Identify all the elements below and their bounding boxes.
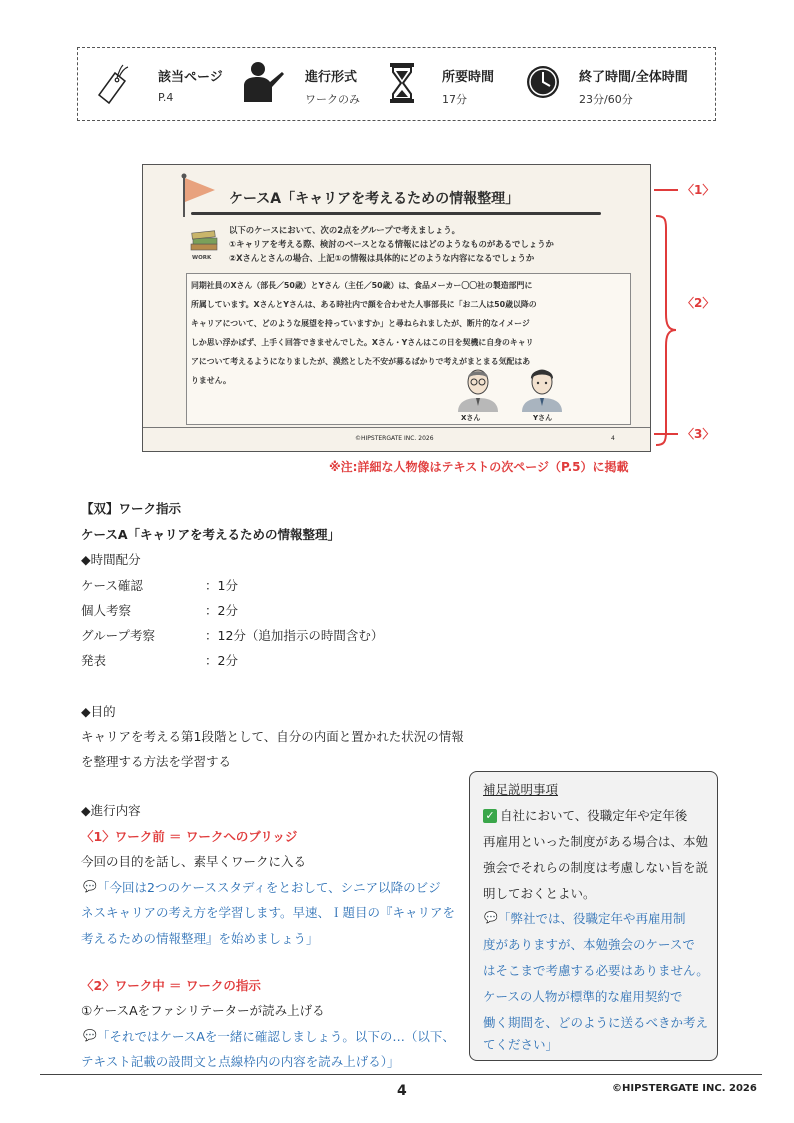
supplement-line: 明しておくとよい。 (483, 886, 596, 901)
progress-heading: ◆進行内容 (81, 803, 141, 818)
check-icon: ✓ (483, 809, 497, 823)
time-row-label: グループ考察 (81, 628, 156, 643)
speech-bubble-icon: 💬 (83, 1029, 97, 1042)
case-line: りません。 (191, 376, 231, 385)
presenter-icon (238, 60, 286, 104)
slide-copyright: ©HIPSTERGATE INC. 2026 (355, 435, 434, 442)
marker-2: 〈2〉 (682, 296, 715, 310)
supplement-quote-line: はそこまで考慮する必要はありません。 (483, 963, 709, 978)
supplement-quote-line: ケースの人物が標準的な雇用契約で (483, 989, 683, 1004)
marker-1: 〈1〉 (682, 183, 715, 197)
person-y-illustration (518, 364, 566, 412)
supplement-quote-line: 働く期間を、どのように送るべきか考え (483, 1015, 709, 1030)
marker-3: 〈3〉 (682, 427, 715, 441)
time-row-value: ：2分 (205, 603, 238, 618)
speech-bubble-icon: 💬 (484, 911, 498, 924)
speech-bubble-icon: 💬 (83, 880, 97, 893)
step1-quote-line: 考えるための情報整理』を始めましょう」 (81, 931, 319, 946)
case-line: アについて考えるようになりましたが、漠然とした不安が募るばかりで考えがまとまる気配はあ (191, 357, 531, 366)
marker-line-1 (654, 189, 678, 191)
books-icon (189, 228, 221, 256)
detail-note: ※注:詳細な人物像はテキストの次ページ（P.5）に掲載 (329, 460, 629, 474)
slide-page-number: 4 (611, 435, 615, 442)
time-row-value: ：1分 (205, 578, 238, 593)
end-time-label: 終了時間/全体時間 (579, 70, 688, 85)
supplement-line: 強会でそれらの制度は考慮しない旨を説 (483, 860, 709, 875)
slide-title: ケースA「キャリアを考えるための情報整理」 (229, 191, 520, 207)
person-x-illustration (454, 364, 502, 412)
footer-divider (40, 1074, 762, 1075)
end-time-value: 23分/60分 (579, 93, 633, 106)
slide-question-1: ①キャリアを考える際、検討のベースとなる情報にはどのようなものがあるでしょうか (229, 239, 554, 249)
format-label: 進行形式 (305, 70, 358, 85)
step1-text: 今回の目的を話し、素早くワークに入る (81, 854, 307, 869)
supplement-line: 自社において、役職定年や定年後 (500, 808, 688, 823)
step2-quote-line: 「それではケースAを一緒に確認しましょう。以下の…（以下、 (97, 1029, 455, 1044)
footer-copyright: ©HIPSTERGATE INC. 2026 (612, 1083, 757, 1094)
format-value: ワークのみ (305, 93, 360, 106)
person-x-label: Xさん (461, 414, 481, 422)
step2-title: 〈2〉ワーク中 ＝ ワークの指示 (81, 978, 261, 993)
step1-title: 〈1〉ワーク前 ＝ ワークへのブリッジ (81, 829, 298, 844)
supplement-line: 再雇用といった制度がある場合は、本勉 (483, 834, 709, 849)
instructions-case-title: ケースA「キャリアを考えるための情報整理」 (81, 527, 341, 542)
clock-icon (525, 64, 561, 100)
instructions-heading: 【双】ワーク指示 (81, 501, 182, 516)
case-line: しか思い浮かばず、上手く回答できませんでした。Xさん・Yさんはこの日を契機に自身のキャリ (191, 338, 534, 347)
duration-value: 17分 (442, 93, 467, 106)
footer-page-number: 4 (397, 1083, 407, 1099)
duration-label: 所要時間 (442, 70, 495, 85)
step1-quote-line: ネスキャリアの考え方を学習します。早速、Ｉ題目の『キャリアを (81, 905, 456, 920)
supplement-quote-line: 度がありますが、本勉強会のケースで (483, 937, 695, 952)
step1-quote-line: 「今回は2つのケーススタディをとおして、シニア以降のビジ (97, 880, 441, 895)
page-label: 該当ページ (158, 70, 223, 85)
purpose-line: を整理する方法を学習する (81, 754, 232, 769)
slide-question-2: ②Xさんとさんの場合、上記①の情報は具体的にどのような内容になるでしょうか (229, 253, 535, 263)
supplement-quote-line: 「弊社では、役職定年や再雇用制 (498, 911, 686, 926)
step2-quote-line: テキスト記載の設問文と点線枠内の内容を読み上げる）」 (81, 1054, 400, 1069)
work-label: WORK (192, 255, 212, 261)
hourglass-icon (388, 62, 416, 104)
supplement-quote-line: てください」 (483, 1037, 559, 1052)
supplement-title: 補足説明事項 (483, 782, 559, 797)
tag-icon (95, 63, 131, 105)
time-row-value: ：2分 (205, 653, 238, 668)
case-line: 同期社員のXさん（部長／50歳）とYさん（主任／50歳）は、食品メーカー〇〇社の製造部門に (191, 281, 533, 290)
case-line: キャリアについて、どのような展望を持っていますか」と尋ねられましたが、断片的なイメージ (191, 319, 530, 328)
purpose-line: キャリアを考える第1段階として、自分の内面と置かれた状況の情報 (81, 729, 464, 744)
case-line: 所属しています。XさんとYさんは、ある時社内で顔を合わせた人事部長に「お二人は50歳以降の (191, 300, 537, 309)
person-y-label: Yさん (533, 414, 553, 422)
supplement-box (469, 771, 718, 1061)
brace-2 (654, 214, 680, 447)
slide-footer-line (143, 427, 650, 428)
page-value: P.4 (158, 91, 174, 104)
time-row-label: 発表 (81, 653, 107, 668)
time-row-label: ケース確認 (81, 578, 143, 593)
time-row-value: ：12分（追加指示の時間含む） (205, 628, 384, 643)
purpose-heading: ◆目的 (81, 704, 116, 719)
time-heading: ◆時間配分 (81, 552, 141, 567)
time-row-label: 個人考察 (81, 603, 132, 618)
slide-thumbnail (142, 164, 651, 452)
slide-question-intro: 以下のケースにおいて、次の2点をグループで考えましょう。 (229, 225, 460, 235)
marker-line-3 (654, 433, 678, 435)
title-underline (191, 212, 601, 215)
step2-text: ①ケースAをファシリテーターが読み上げる (81, 1003, 325, 1018)
